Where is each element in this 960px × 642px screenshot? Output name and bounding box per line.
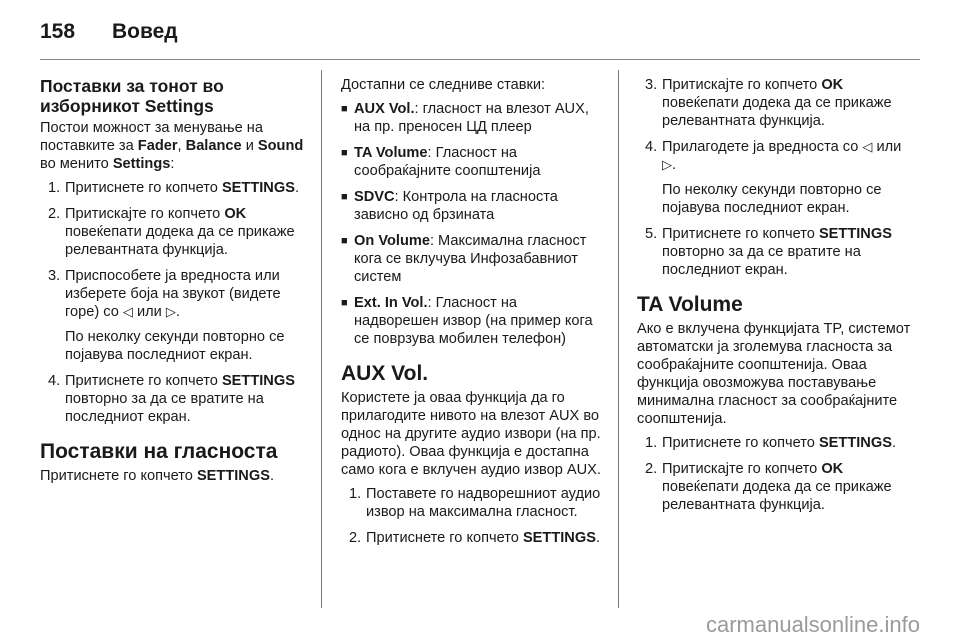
items-intro: Достапни се следниве ставки: xyxy=(341,77,546,93)
list-item: ■ TA Volume: Гласност на сообраќајните соопштенија xyxy=(341,145,541,179)
chapter-title: Вовед xyxy=(112,20,178,43)
bullet-icon: ■ xyxy=(341,103,348,115)
list-item: 2. Притискајте го копчето OK повеќепати додека да се прикаже релевантната функција. xyxy=(48,206,295,258)
column-divider xyxy=(618,70,619,608)
step-number: 1. xyxy=(349,486,362,502)
section-title-tone-settings: Поставки за тонот во изборникот Settings xyxy=(40,76,224,116)
column-2 xyxy=(341,76,604,555)
list-item: ■ On Volume: Максимална гласност кога се вклучува Инфозабавниот систем xyxy=(341,233,587,285)
watermark: carmanualsonline.info xyxy=(705,612,920,637)
list-item: 4. Притиснете го копчето SETTINGS повторно за да се вратите на последниот екран. xyxy=(48,373,295,425)
list-item: 5. Притиснете го копчето SETTINGS повторно за да се вратите на последниот екран. xyxy=(645,226,892,278)
steps-list xyxy=(40,179,308,426)
right-arrow-icon: ▷ xyxy=(165,304,176,319)
bullet-icon: ■ xyxy=(341,147,348,159)
step-number: 3. xyxy=(48,268,61,284)
steps-list xyxy=(637,434,917,514)
step-number: 5. xyxy=(645,226,658,242)
column-divider xyxy=(321,70,322,608)
list-item: 4. Прилагодете ја вредноста со ◁ или ▷. По неколку секунди повторно се појавува последниот екран. xyxy=(637,138,917,217)
right-arrow-icon: ▷ xyxy=(662,157,672,172)
list-item: 1. Притиснете го копчето SETTINGS. xyxy=(645,435,896,451)
bullet-icon: ■ xyxy=(341,297,348,309)
section-text: Притиснете го копчето SETTINGS. xyxy=(40,468,274,484)
section-title-volume-settings: Поставки на гласноста xyxy=(40,440,278,463)
step-note: По неколку секунди повторно се појавува последниот екран. xyxy=(65,329,285,363)
list-item: ■ AUX Vol.: гласност на влезот AUX, на пр. преносен ЦД плеер xyxy=(341,101,589,135)
list-item: ■ Ext. In Vol.: Гласност на надворешен извор (на пример кога се поврзува мобилен телефон) xyxy=(341,295,593,347)
list-item: 3. Притискајте го копчето OK повеќепати додека да се прикаже релевантната функција. xyxy=(645,77,892,129)
page-header xyxy=(40,20,178,50)
section-title-aux-vol: AUX Vol. xyxy=(341,362,429,385)
list-item: 2. Притискајте го копчето OK повеќепати додека да се прикаже релевантната функција. xyxy=(645,461,892,513)
step-number: 2. xyxy=(48,206,61,222)
column-3 xyxy=(637,76,917,522)
step-number: 4. xyxy=(48,373,61,389)
steps-list xyxy=(637,76,917,279)
bullet-icon: ■ xyxy=(341,235,348,247)
step-number: 3. xyxy=(645,77,658,93)
list-item: ■ SDVC: Контрола на гласноста зависно од брзината xyxy=(341,189,558,223)
step-number: 2. xyxy=(349,530,362,546)
header-rule xyxy=(40,59,920,60)
step-number: 1. xyxy=(48,180,61,196)
section-title-ta-volume: TA Volume xyxy=(637,293,743,316)
list-item: 1. Поставете го надворешниот аудио извор на максимална гласност. xyxy=(349,486,601,520)
step-number: 2. xyxy=(645,461,658,477)
list-item: 2. Притиснете го копчето SETTINGS. xyxy=(349,530,600,546)
page-number: 158 xyxy=(40,20,76,43)
column-1 xyxy=(40,76,308,491)
section-text: Користете ја оваа функција да го прилагодите нивото на влезот AUX во однос на другите аудио извори (на пр. радиото). Оваа функција е достапна само кога е вклучен аудио извор AUX. xyxy=(341,390,601,478)
section-intro: Постои можност за менување на поставките за Fader, Balance и Sound во менито Settings: xyxy=(40,120,304,172)
list-item: 3. Приспособете ја вредноста или изберете боја на звукот (видете горе) со ◁ или ▷. По неколку секунди повторно се појавува последниот екран. xyxy=(40,267,308,364)
left-arrow-icon: ◁ xyxy=(122,304,133,319)
step-note: По неколку секунди повторно се појавува последниот екран. xyxy=(662,182,882,216)
items-list xyxy=(341,100,604,348)
step-number: 1. xyxy=(645,435,658,451)
section-text: Ако е вклучена функцијата TP, системот автоматски ја зголемува гласноста за сообраќајните соопштенија. Оваа функција овозможува поставување минимална гласност за сообраќајните соопштенија. xyxy=(637,321,911,427)
left-arrow-icon: ◁ xyxy=(862,139,873,154)
step-number: 4. xyxy=(645,139,658,155)
steps-list xyxy=(341,485,604,547)
bullet-icon: ■ xyxy=(341,191,348,203)
list-item: 1. Притиснете го копчето SETTINGS. xyxy=(48,180,299,196)
